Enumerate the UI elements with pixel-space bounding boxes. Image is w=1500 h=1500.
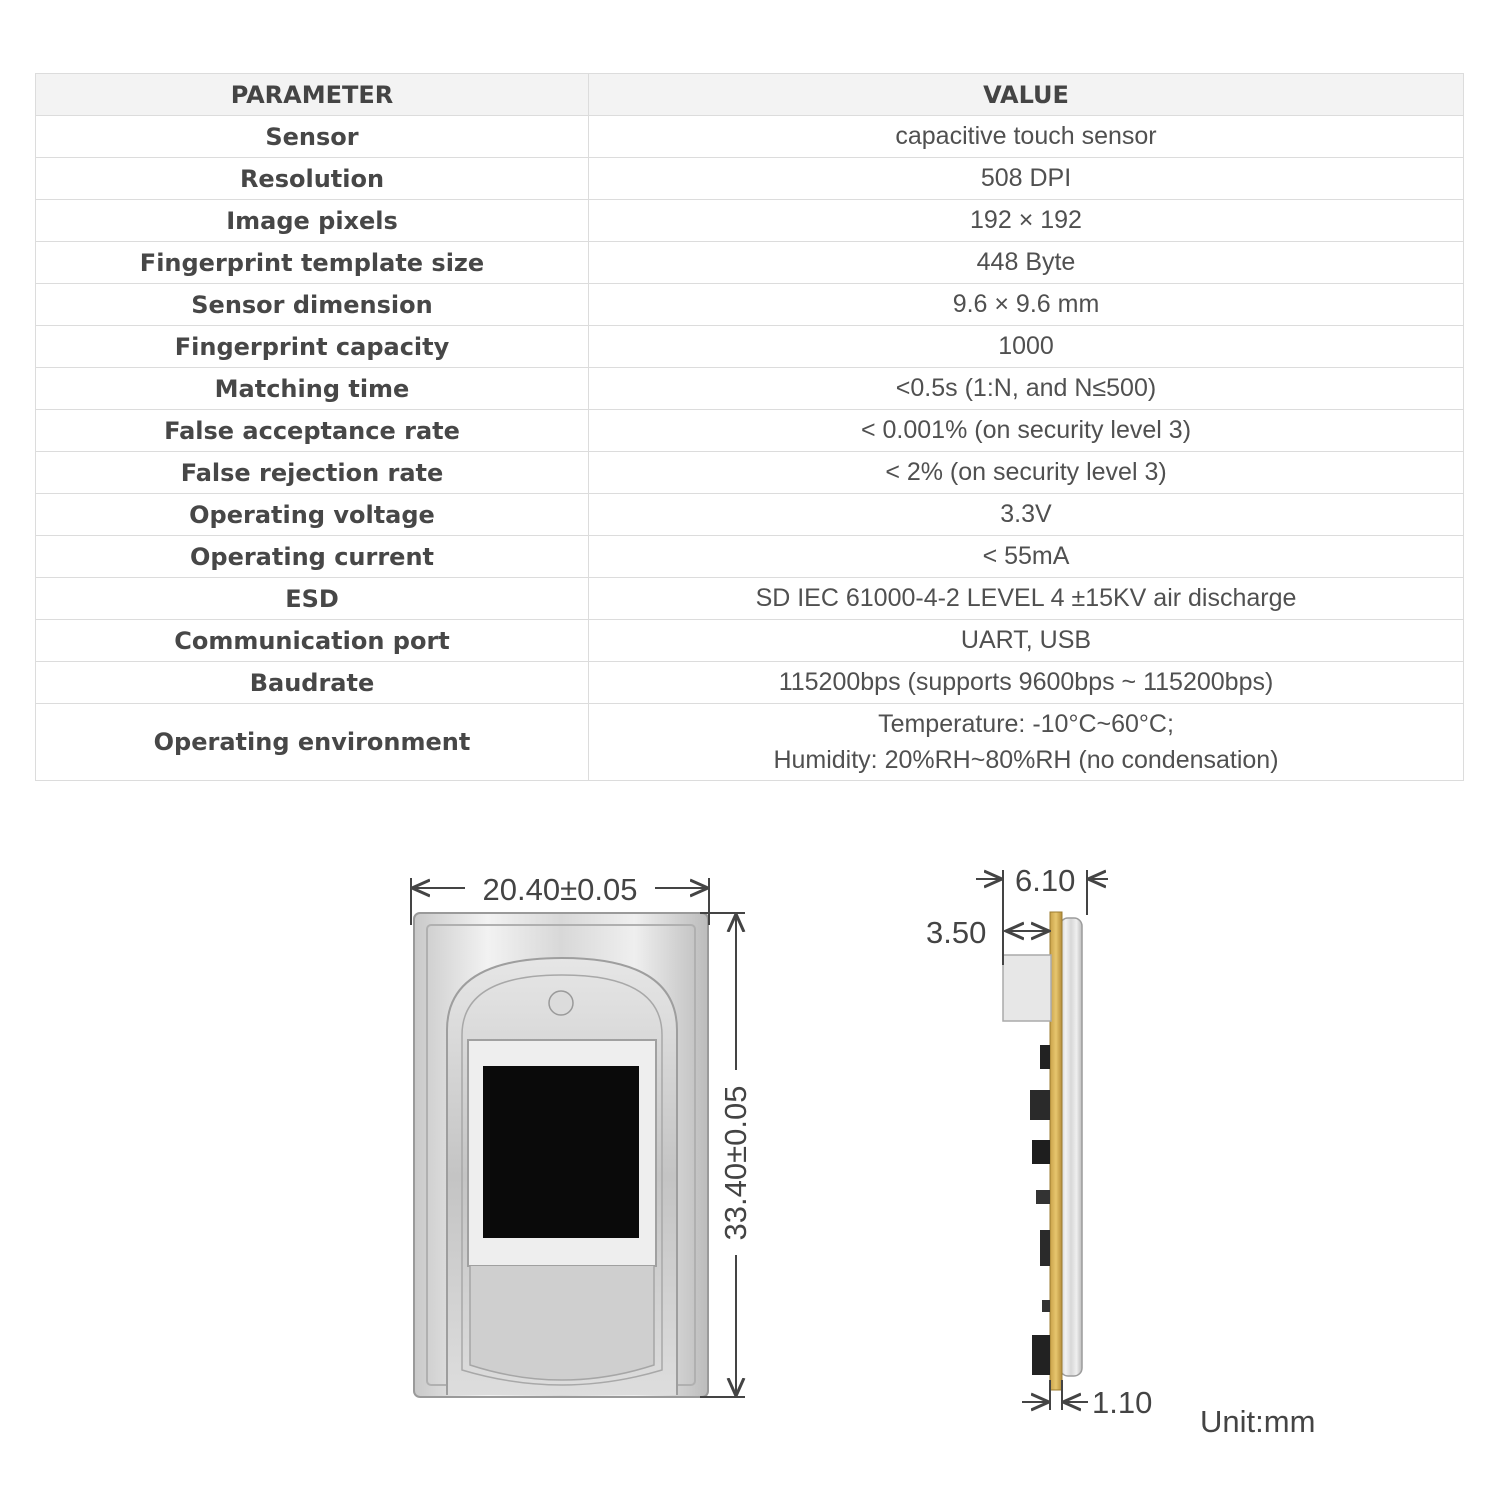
value-cell: 9.6 × 9.6 mm bbox=[589, 284, 1464, 326]
value-cell: 1000 bbox=[589, 326, 1464, 368]
value-line: Humidity: 20%RH~80%RH (no condensation) bbox=[773, 746, 1279, 774]
param-cell: Communication port bbox=[36, 620, 589, 662]
sensor-window bbox=[483, 1066, 639, 1238]
value-line: Temperature: -10°C~60°C; bbox=[878, 710, 1174, 738]
unit-label: Unit:mm bbox=[1200, 1404, 1316, 1439]
param-cell: Operating current bbox=[36, 536, 589, 578]
side-view bbox=[926, 863, 1152, 1420]
param-cell: Image pixels bbox=[36, 200, 589, 242]
param-cell: Baudrate bbox=[36, 662, 589, 704]
header-parameter: PARAMETER bbox=[36, 74, 589, 116]
side-pcb bbox=[1050, 912, 1062, 1390]
led-dot bbox=[549, 991, 573, 1015]
param-cell: Sensor dimension bbox=[36, 284, 589, 326]
value-cell: 115200bps (supports 9600bps ~ 115200bps) bbox=[589, 662, 1464, 704]
front-view bbox=[411, 872, 753, 1397]
param-cell: Resolution bbox=[36, 158, 589, 200]
value-cell: 448 Byte bbox=[589, 242, 1464, 284]
param-cell: Matching time bbox=[36, 368, 589, 410]
value-cell: capacitive touch sensor bbox=[589, 116, 1464, 158]
side-connector bbox=[1003, 955, 1051, 1021]
param-cell: False rejection rate bbox=[36, 452, 589, 494]
value-cell: < 55mA bbox=[589, 536, 1464, 578]
value-cell: < 0.001% (on security level 3) bbox=[589, 410, 1464, 452]
param-cell: Operating voltage bbox=[36, 494, 589, 536]
header-value: VALUE bbox=[589, 74, 1464, 116]
param-cell: Fingerprint template size bbox=[36, 242, 589, 284]
param-cell: Fingerprint capacity bbox=[36, 326, 589, 368]
front-height-label: 33.40±0.05 bbox=[718, 1085, 753, 1241]
value-cell: SD IEC 61000-4-2 LEVEL 4 ±15KV air discharge bbox=[589, 578, 1464, 620]
param-cell: Operating environment bbox=[36, 704, 589, 781]
param-cell: ESD bbox=[36, 578, 589, 620]
value-cell: 3.3V bbox=[589, 494, 1464, 536]
value-cell: 192 × 192 bbox=[589, 200, 1464, 242]
param-cell: Sensor bbox=[36, 116, 589, 158]
side-metal-cap bbox=[1060, 918, 1082, 1376]
value-cell: 508 DPI bbox=[589, 158, 1464, 200]
side-thickness-label: 1.10 bbox=[1092, 1385, 1153, 1420]
value-cell: UART, USB bbox=[589, 620, 1464, 662]
side-depth-label: 6.10 bbox=[1015, 863, 1076, 898]
side-connector-label: 3.50 bbox=[926, 915, 987, 950]
value-cell: <0.5s (1:N, and N≤500) bbox=[589, 368, 1464, 410]
param-cell: False acceptance rate bbox=[36, 410, 589, 452]
front-width-label: 20.40±0.05 bbox=[482, 872, 638, 907]
value-cell: < 2% (on security level 3) bbox=[589, 452, 1464, 494]
